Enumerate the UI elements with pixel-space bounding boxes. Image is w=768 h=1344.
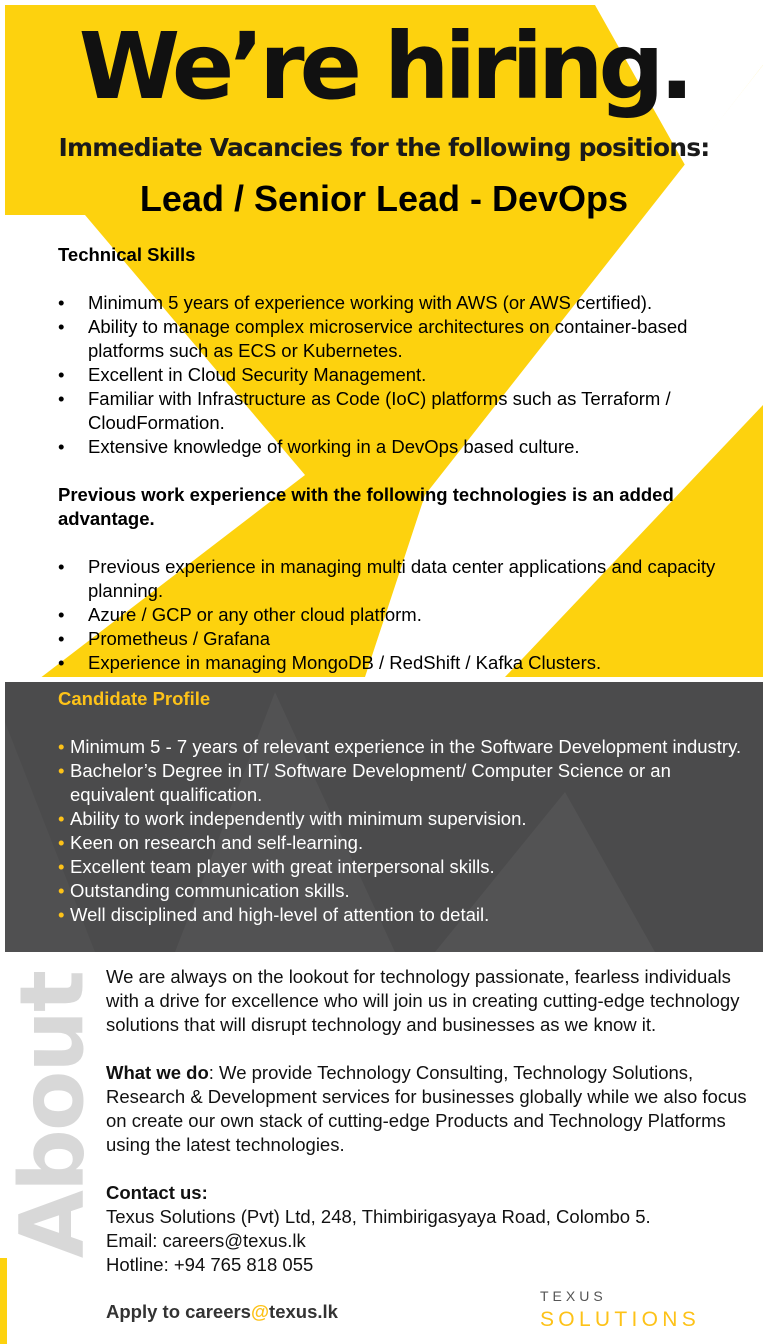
what-we-do-paragraph <box>106 1061 754 1157</box>
candidate-profile-heading: Candidate Profile <box>58 688 211 709</box>
apply-prefix: Apply to careers <box>106 1301 251 1322</box>
added-advantage-heading: Previous work experience with the following technologies is an added advantage. <box>58 484 674 529</box>
about-label-text: About <box>0 971 104 1259</box>
list-item: • Familiar with Infrastructure as Code (IoC) platforms such as Terraform / CloudFormation. <box>58 387 748 435</box>
list-item: • Ability to manage complex microservice architectures on container-based platforms such as ECS or Kubernetes. <box>58 315 748 363</box>
list-item: • Minimum 5 - 7 years of relevant experience in the Software Development industry. <box>58 735 748 759</box>
about-intro: We are always on the lookout for technology passionate, fearless individuals with a drive for excellence who will join us in creating cutting-edge technology solutions that will disrupt technology and businesses as we know it. <box>106 966 740 1035</box>
subheadline: Immediate Vacancies for the following positions: <box>58 133 710 162</box>
list-item: • Azure / GCP or any other cloud platform. <box>58 603 748 627</box>
list-item: • Previous experience in managing multi data center applications and capacity planning. <box>58 555 748 603</box>
list-item: • Minimum 5 years of experience working with AWS (or AWS certified). <box>58 291 748 315</box>
position-title: Lead / Senior Lead - DevOps <box>139 178 629 219</box>
list-item: • Bachelor’s Degree in IT/ Software Development/ Computer Science or an equivalent qualification. <box>58 759 748 807</box>
list-item: • Excellent in Cloud Security Management. <box>58 363 748 387</box>
candidate-profile-list <box>58 735 748 927</box>
contact-email: Email: careers@texus.lk <box>106 1230 306 1251</box>
yellow-accent-bar <box>0 1258 7 1344</box>
technical-skills-heading: Technical Skills <box>58 244 196 265</box>
list-item: • Prometheus / Grafana <box>58 627 748 651</box>
list-item: • Well disciplined and high-level of attention to detail. <box>58 903 748 927</box>
brand-name-top: TEXUS <box>540 1288 607 1304</box>
list-item: • Outstanding communication skills. <box>58 879 748 903</box>
headline: We’re hiring. <box>78 13 690 120</box>
contact-address: Texus Solutions (Pvt) Ltd, 248, Thimbirigasyaya Road, Colombo 5. <box>106 1206 651 1227</box>
list-item: • Keen on research and self-learning. <box>58 831 748 855</box>
brand-name-bottom: SOLUTIONS <box>540 1308 701 1331</box>
contact-hotline: Hotline: +94 765 818 055 <box>106 1254 314 1275</box>
list-item: • Excellent team player with great interpersonal skills. <box>58 855 748 879</box>
technical-skills-list <box>58 291 748 459</box>
texus-solutions-logo <box>540 1288 730 1333</box>
apply-domain: texus.lk <box>269 1301 338 1322</box>
list-item: • Experience in managing MongoDB / RedShift / Kafka Clusters. <box>58 651 748 675</box>
added-advantage-list <box>58 555 748 675</box>
what-we-do-label: What we do <box>106 1062 209 1083</box>
contact-heading: Contact us: <box>106 1182 208 1203</box>
apply-at-sign: @ <box>250 1301 270 1322</box>
list-item: • Extensive knowledge of working in a DevOps based culture. <box>58 435 748 459</box>
list-item: • Ability to work independently with minimum supervision. <box>58 807 748 831</box>
what-we-do-text: : We provide Technology Consulting, Technology Solutions, Research & Development services for businesses globally while we also focus on create our own stack of cutting-edge Products and Technology Platforms using the latest technologies. <box>106 1062 747 1155</box>
